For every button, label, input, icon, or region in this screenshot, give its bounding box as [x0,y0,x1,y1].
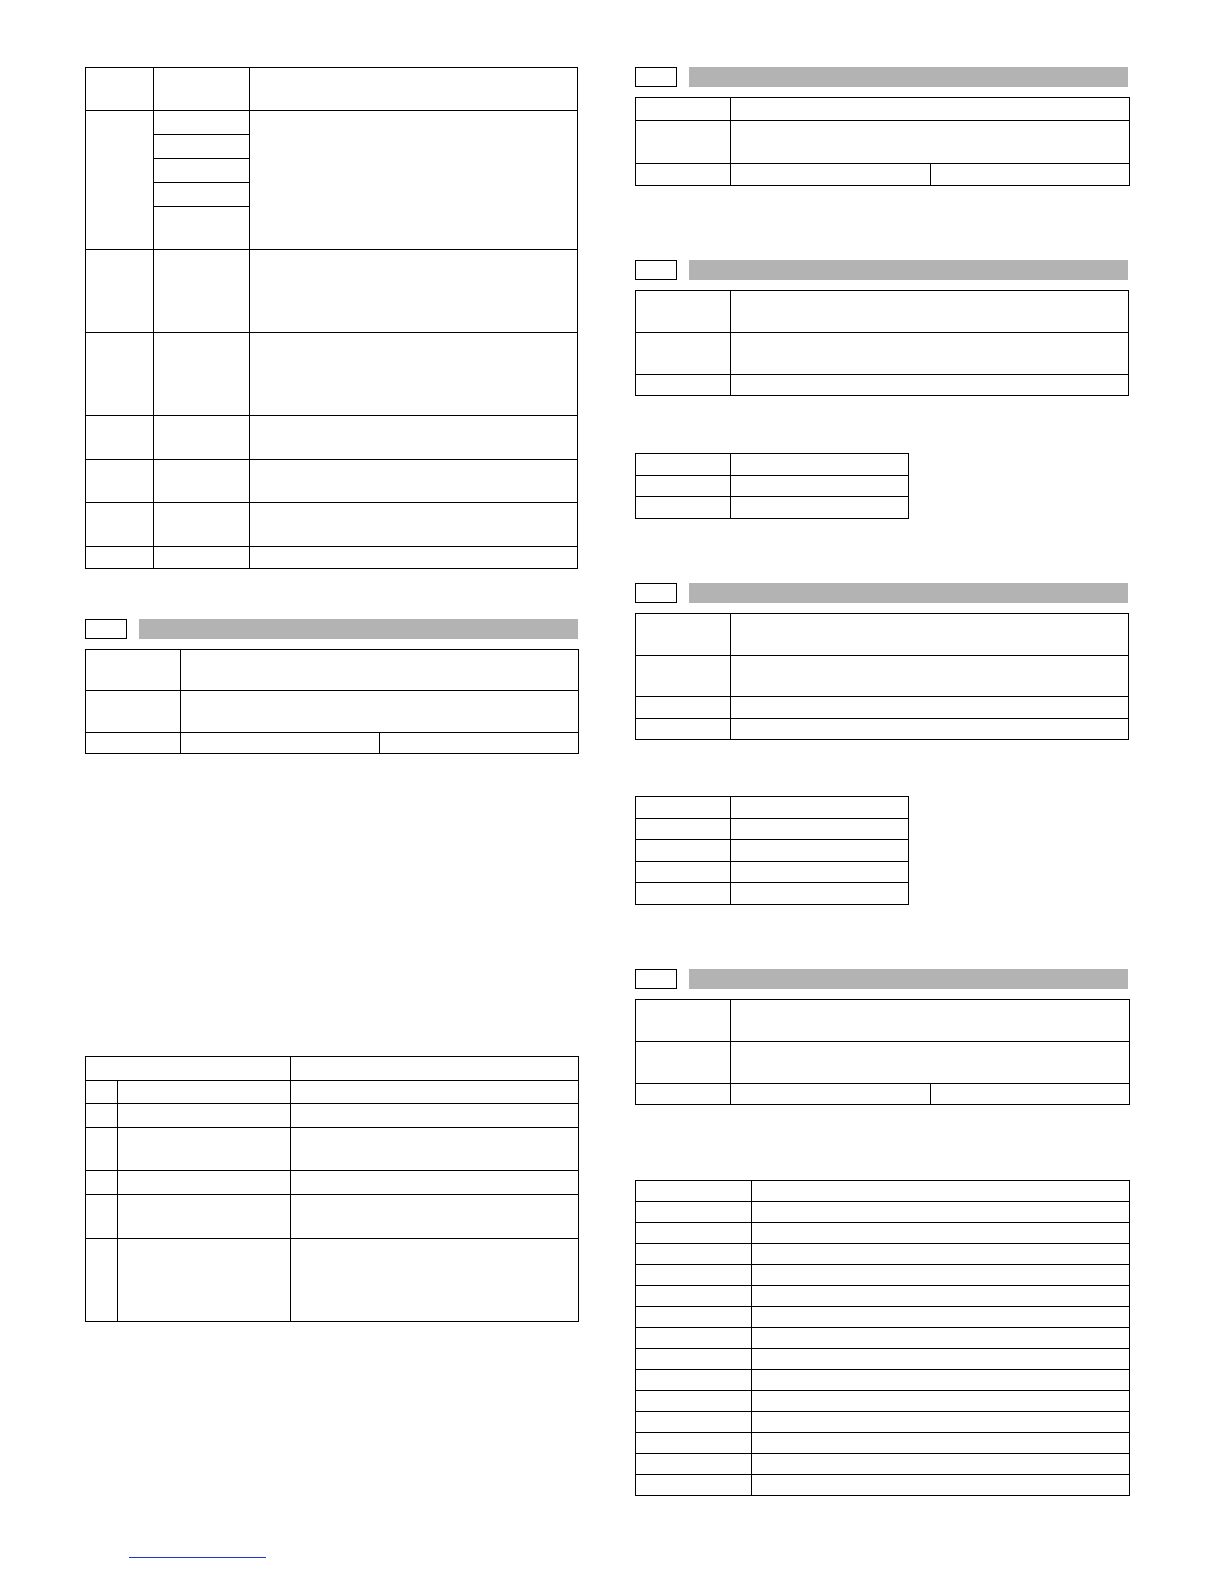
table-cell [636,1000,731,1042]
table-cell [250,250,578,333]
table-cell [250,503,578,547]
table-cell [636,1286,752,1307]
table-cell [731,454,909,476]
table-cell [752,1475,1130,1496]
table-cell [86,111,154,250]
section-b-table [635,97,1130,186]
small-table-2 [635,796,909,905]
table-cell [380,733,579,754]
table-cell [118,1195,291,1239]
table-cell [752,1181,1130,1202]
table-cell [636,1084,731,1105]
table-cell [752,1349,1130,1370]
table-cell [636,1042,731,1084]
table-cell [636,614,731,656]
table-cell [731,375,1129,396]
table-cell [752,1370,1130,1391]
table-cell [752,1454,1130,1475]
table-cell [154,503,250,547]
table-cell [752,1286,1130,1307]
table-cell [154,207,250,250]
table-cell [752,1412,1130,1433]
table-cell [731,719,1129,740]
section-d-heading-bar [689,583,1128,603]
header-cell-2 [154,68,250,111]
table-cell [86,1128,118,1171]
table-cell [752,1391,1130,1412]
table-cell [86,1104,118,1128]
table-cell [250,111,578,250]
table-cell [731,1042,1130,1084]
table-cell [636,1412,752,1433]
table-cell [86,691,181,733]
table-cell [250,547,578,569]
table-cell [154,111,250,135]
table-cell [636,1265,752,1286]
section-a-table [85,649,579,754]
footer-link[interactable] [129,1557,266,1558]
section-b-tag [635,67,677,87]
table-cell [636,1181,752,1202]
table-cell [752,1244,1130,1265]
table-cell [731,1084,931,1105]
table-cell [250,460,578,503]
table-cell [636,333,731,375]
table-cell [731,333,1129,375]
table-cell [636,454,731,476]
table-cell [636,883,731,905]
table-cell [731,862,909,883]
table-cell [154,135,250,159]
table-cell [636,164,731,186]
section-c-table [635,290,1129,396]
table-cell [731,656,1129,697]
table-cell [636,819,731,840]
table-cell [86,650,181,691]
table-cell [636,1307,752,1328]
table-cell [752,1328,1130,1349]
table-cell [154,547,250,569]
table-cell [731,819,909,840]
table-cell [731,164,931,186]
table-cell [731,797,909,819]
table-cell [291,1239,579,1322]
table-cell [636,1244,752,1265]
header-cell-2 [291,1057,579,1081]
table-cell [636,1370,752,1391]
table-cell [636,1433,752,1454]
table-cell [636,1202,752,1223]
table-cell [636,1391,752,1412]
section-a-tag [85,619,127,639]
table-cell [731,883,909,905]
table-cell [636,121,731,164]
section-c-heading-bar [689,260,1128,280]
small-table-1 [635,453,909,519]
table-cell [86,503,154,547]
table-cell [118,1104,291,1128]
table-cell [291,1128,579,1171]
table-cell [931,164,1130,186]
bottom-left-table [85,1056,579,1322]
table-cell [291,1081,579,1104]
section-a-heading-bar [139,619,578,639]
table-cell [181,733,380,754]
table-cell [86,333,154,416]
table-cell [731,497,909,519]
table-cell [118,1128,291,1171]
section-c-tag [635,260,677,280]
table-cell [86,1171,118,1195]
table-cell [636,1223,752,1244]
list-table [635,1180,1130,1496]
section-e-heading-bar [689,969,1128,989]
table-cell [636,375,731,396]
table-cell [752,1265,1130,1286]
table-cell [86,1195,118,1239]
table-cell [154,159,250,183]
table-cell [154,416,250,460]
table-cell [250,333,578,416]
table-cell [118,1239,291,1322]
table-cell [731,476,909,497]
table-cell [636,98,731,121]
table-cell [154,460,250,503]
table-cell [291,1171,579,1195]
section-d-table [635,613,1129,740]
header-cell-3 [250,68,578,111]
table-cell [636,840,731,862]
table-cell [291,1104,579,1128]
table-cell [731,121,1130,164]
table-cell [86,250,154,333]
table-cell [636,862,731,883]
section-b-heading-bar [689,67,1128,87]
table-cell [118,1081,291,1104]
table-cell [154,250,250,333]
table-cell [636,1454,752,1475]
table-cell [731,98,1130,121]
table-cell [636,291,731,333]
table-cell [86,460,154,503]
table-cell [752,1433,1130,1454]
table-cell [291,1195,579,1239]
section-e-table [635,999,1130,1105]
table-cell [731,291,1129,333]
table-cell [636,1475,752,1496]
table-cell [636,1349,752,1370]
table-cell [86,1239,118,1322]
table-cell [181,650,579,691]
table-cell [636,797,731,819]
table-cell [154,333,250,416]
table-cell [86,416,154,460]
table-cell [731,1000,1130,1042]
table-cell [181,691,579,733]
header-cell-1 [86,68,154,111]
section-d-tag [635,583,677,603]
table-cell [731,840,909,862]
table-cell [636,656,731,697]
table-cell [636,497,731,519]
table-cell [752,1202,1130,1223]
table-cell [154,183,250,207]
table-cell [752,1223,1130,1244]
table-cell [86,733,181,754]
table-cell [250,416,578,460]
table-cell [731,697,1129,719]
table-cell [86,547,154,569]
table-cell [731,614,1129,656]
top-table [85,67,578,569]
section-e-tag [635,969,677,989]
table-cell [118,1171,291,1195]
table-cell [86,1081,118,1104]
table-cell [636,719,731,740]
table-cell [636,476,731,497]
table-cell [752,1307,1130,1328]
table-cell [636,697,731,719]
table-cell [636,1328,752,1349]
header-cell-1 [86,1057,291,1081]
table-cell [931,1084,1130,1105]
